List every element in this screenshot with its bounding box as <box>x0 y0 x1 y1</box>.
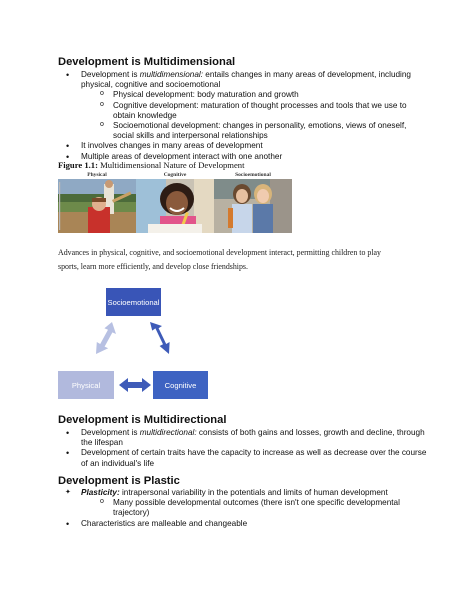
list-subitem: o Cognitive development: maturation of thought processes and tools that we use to obtain knowledge <box>58 101 426 121</box>
list-item: • Development is multidimensional: entails changes in many areas of development, including physical, cognitive and socioemotional <box>58 70 426 90</box>
heading-multidirectional: Development is Multidirectional <box>58 414 227 426</box>
figure-photos <box>58 172 292 233</box>
list-item: • Characteristics are malleable and changeable <box>58 519 420 529</box>
girl-writing-image <box>136 172 214 233</box>
list-subitem: o Socioemotional development: changes in personality, emotions, views of oneself, social skills and interpersonal relationships <box>58 121 426 141</box>
baseball-child-image <box>58 172 136 233</box>
arrow-physical-cognitive <box>119 378 151 392</box>
node-socioemotional: Socioemotional <box>106 288 161 316</box>
photo-socioemotional <box>214 172 292 233</box>
list-item: • Development is multidirectional: consists of both gains and losses, growth and decline, through the lifespan <box>58 428 428 448</box>
list-item: • Development of certain traits have the capacity to increase as well as decrease over the course of an individual's life <box>58 448 428 468</box>
photo-physical <box>58 172 136 233</box>
list-subitem: o Physical development: body maturation and growth <box>58 90 426 100</box>
heading-plastic: Development is Plastic <box>58 475 180 487</box>
photo-label: Physical <box>58 172 136 179</box>
list-item: • It involves changes in many areas of development <box>58 141 426 151</box>
photo-credit-mark <box>56 182 64 230</box>
node-physical: Physical <box>58 371 114 399</box>
list-multidimensional <box>58 70 426 162</box>
list-multidirectional <box>58 428 428 469</box>
arrow-socio-cognitive <box>150 322 170 354</box>
figure-title: Figure 1.1: Multidimensional Nature of Development <box>58 160 245 170</box>
photo-cognitive <box>136 172 214 233</box>
heading-multidimensional: Development is Multidimensional <box>58 56 236 68</box>
list-item: ✦ Plasticity: intrapersonal variability in the potentials and limits of human development <box>58 488 420 498</box>
list-plastic <box>58 488 420 529</box>
arrow-socio-physical <box>96 322 116 354</box>
photo-label: Cognitive <box>136 172 214 179</box>
photo-label: Socioemotional <box>214 172 292 179</box>
two-girls-image <box>214 172 292 233</box>
figure-caption: Advances in physical, cognitive, and socioemotional development interact, permitting children to play sports, learn more efficiently, and develop close friendships. <box>58 248 381 271</box>
node-cognitive: Cognitive <box>153 371 208 399</box>
list-item: • Multiple areas of development interact with one another <box>58 152 426 162</box>
list-subitem: o Many possible developmental outcomes (there isn't one specific developmental trajectory) <box>58 498 420 518</box>
